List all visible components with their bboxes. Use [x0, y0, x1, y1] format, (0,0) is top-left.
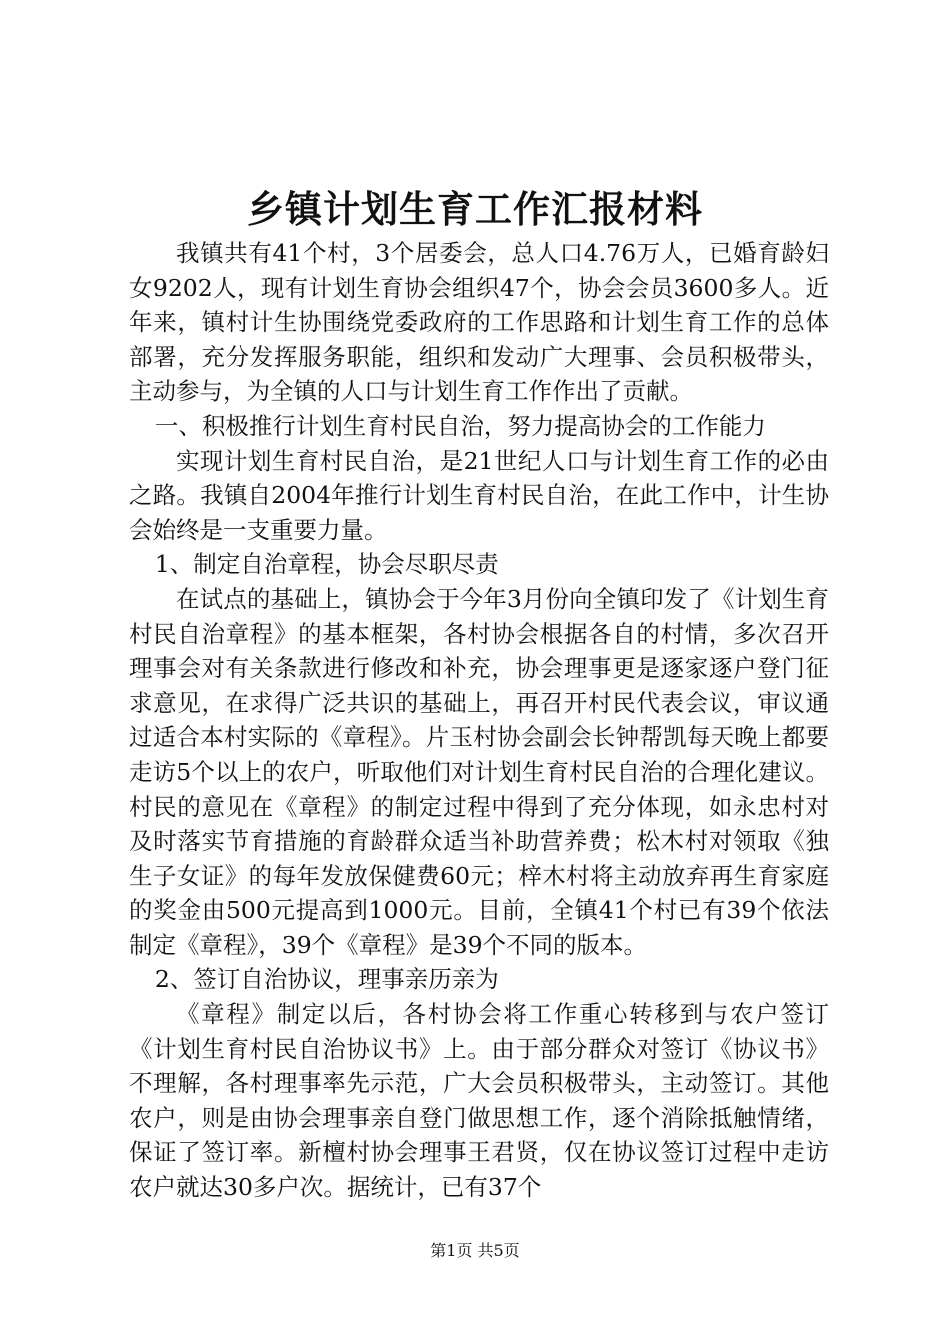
page-footer: 第1页 共5页	[430, 1241, 520, 1260]
section-1-paragraph: 实现计划生育村民自治，是21世纪人口与计划生育工作的必由之路。我镇自2004年推行计划生育村民自治，在此工作中，计生协会始终是一支重要力量。	[129, 446, 829, 544]
document-body	[129, 236, 829, 1205]
subsection-1-paragraph: 在试点的基础上，镇协会于今年3月份向全镇印发了《计划生育村民自治章程》的基本框架，各村协会根据各自的村情，多次召开理事会对有关条款进行修改和补充，协会理事更是逐家逐户登门征求意见，在求得广泛共识的基础上，再召开村民代表会议，审议通过适合本村实际的《章程》。片玉村协会副会长钟帮凯每天晚上都要走访5个以上的农户，听取他们对计划生育村民自治的合理化建议。村民的意见在《章程》的制定过程中得到了充分体现，如永忠村对及时落实节育措施的育龄群众适当补助营养费；松木村对领取《独生子女证》的每年发放保健费60元；梓木村将主动放弃再生育家庭的奖金由500元提高到1000元。目前，全镇41个村已有39个依法制定《章程》，39个《章程》是39个不同的版本。	[129, 584, 829, 959]
subsection-heading-1: 1、制定自治章程，协会尽职尽责	[154, 550, 499, 579]
intro-paragraph: 我镇共有41个村，3个居委会，总人口4.76万人，已婚育龄妇女9202人，现有计划生育协会组织47个，协会会员3600多人。近年来，镇村计生协围绕党委政府的工作思路和计划生育工作的总体部署，充分发挥服务职能，组织和发动广大理事、会员积极带头，主动参与，为全镇的人口与计划生育工作作出了贡献。	[129, 239, 829, 406]
subsection-heading-2: 2、签订自治协议，理事亲历亲为	[154, 965, 499, 994]
section-heading-1: 一、积极推行计划生育村民自治，努力提高协会的工作能力	[154, 411, 766, 440]
subsection-2-paragraph: 《章程》制定以后，各村协会将工作重心转移到与农户签订《计划生育村民自治协议书》上。由于部分群众对签订《协议书》不理解，各村理事率先示范，广大会员积极带头，主动签订。其他农户，则是由协会理事亲自登门做思想工作，逐个消除抵触情绪，保证了签订率。新檀村协会理事王君贤，仅在协议签订过程中走访农户就达30多户次。据统计，已有37个	[129, 1000, 829, 1202]
document-title: 乡镇计划生育工作汇报材料	[247, 187, 703, 231]
